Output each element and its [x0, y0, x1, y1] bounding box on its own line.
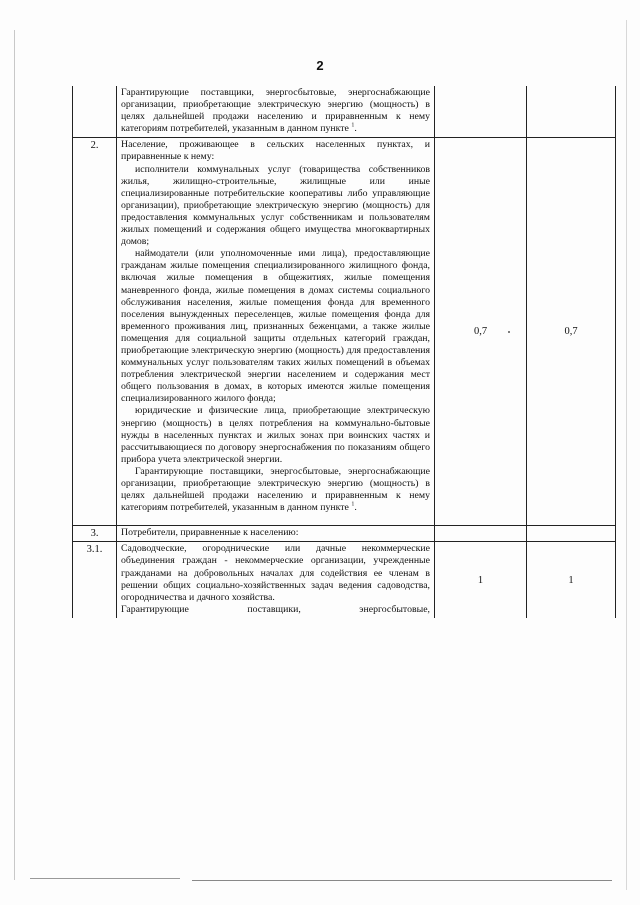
scan-edge-left [14, 30, 15, 880]
row-paragraph: наймодатели (или уполномоченные ими лица), предоставляющие гражданам жилые помещения специализированного жилищного фонда, включая жилые помещения в общежитиях, жилые помещения маневренного фонда, жилые помещения в домах системы социального обслуживания населения, жилые помещения фонда для временного поселения вынужденных переселенцев, жилые помещения фонда для временного проживания лиц, признанных беженцами, а также жилые помещения для социальной защиты отдельных категорий граждан, приобретающие электрическую энергию (мощность) для предоставления коммунальных услуг пользователям таких жилых помещений в объемах потребления электрической энергии населением и содержания мест общего пользования в домах, в которых имеются жилые помещения специализированного жилого фонда; [121, 248, 430, 405]
rate-value-2: 1 [526, 542, 616, 618]
rate-value-2: 0,7 [526, 138, 616, 525]
row-paragraph: исполнители коммунальных услуг (товарищества собственников жилья, жилищно-строительные, жилищные или иные специализированные потребительские кооперативы либо управляющие организации), приобретающие электрическую энергию (мощность) для предоставления коммунальных услуг собственникам и пользователям жилых помещений и содержания общего имущества многоквартирных домов; [121, 163, 430, 248]
row-paragraph: Садоводческие, огороднические или дачные некоммерческие объединения граждан - некоммерческие организации, учрежденные гражданами на добровольных началах для содействия ее членам в решении общих социально-хозяйственных задач ведения садоводства, огородничества и дачного хозяйства. [121, 543, 430, 603]
rate-value-1 [434, 526, 526, 541]
page-number: 2 [316, 58, 324, 73]
row-number: 2. [72, 138, 116, 525]
rate-value-1: 0,7 [434, 138, 526, 525]
row-number: 3. [72, 526, 116, 541]
tariff-table [72, 86, 616, 618]
scan-edge-right [626, 20, 627, 890]
table-row [72, 542, 616, 618]
footnote-mark: 1 [351, 501, 355, 508]
rate-value-1 [434, 86, 526, 137]
row-number: 3.1. [72, 542, 116, 618]
rate-value-2 [526, 86, 616, 137]
scan-bottom-line [30, 878, 180, 879]
row-description [116, 542, 434, 618]
row-paragraph: Гарантирующие поставщики, энергосбытовые, энергоснабжающие организации, приобретающие электрическую энергию (мощность) в целях дальнейшей продажи населению и приравненным к нему категориям потребителей, указанным в данном пункте $^1$. [121, 465, 430, 514]
table-row [72, 86, 616, 138]
row-paragraph: Гарантирующие поставщики, энергосбытовые, энергоснабжающие организации, приобретающие электрическую энергию (мощность) в целях дальнейшей продажи населению и приравненным к нему категориям потребителей, указанным в данном пункте $^1$. [121, 87, 430, 135]
footnote-mark: 1 [351, 123, 355, 130]
row-paragraph: Потребители, приравненные к населению: [121, 527, 299, 539]
row-description [116, 526, 434, 541]
row-paragraph: юридические и физические лица, приобретающие электрическую энергию (мощность) в целях потребления на коммунально-бытовые нужды в населенных пунктах и жилых зонах при воинских частях и рассчитывающиеся по договору энергоснабжения по показаниям общего прибора учета электрической энергии. [121, 405, 430, 465]
row-description [116, 86, 434, 137]
rate-value-2 [526, 526, 616, 541]
table-row [72, 138, 616, 526]
row-paragraph: Население, проживающее в сельских населенных пунктах, и приравненные к нему: [121, 139, 430, 163]
row-paragraph: Гарантирующие поставщики, энергосбытовые, [121, 603, 430, 615]
table-row [72, 526, 616, 542]
scan-bottom-line [192, 880, 612, 881]
row-number [72, 86, 116, 137]
rate-value-1: 1 [434, 542, 526, 618]
row-description [116, 138, 434, 525]
